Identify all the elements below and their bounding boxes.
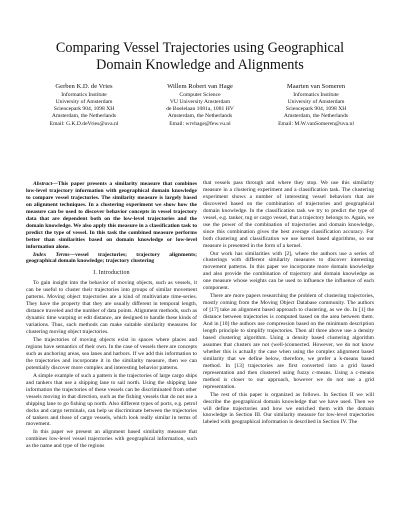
paper-title bbox=[20, 40, 380, 74]
author-dept: Computer Science bbox=[179, 91, 221, 98]
author-email: Email: wrvhage@few.vu.nl bbox=[169, 120, 231, 127]
left-column bbox=[26, 181, 197, 451]
body-paragraph: A simple example of such a pattern is the trajectories of large cargo ships and tankers that use a shipping lane to sail north. Using the shipping lane information the trajectories of these vessels can be discriminated from other vessels moving in that direction, such as the fishing vessels that do not use a shipping lane to go fishing up north. Also different types of ports, e.g. petrol docks and cargo terminals, can help us discriminate between the trajectories of tankers and those of cargo vessels, which look really similar in terms of movement. bbox=[26, 372, 197, 428]
body-paragraph: The trajectories of moving objects exist in spaces where places and regions have semantics of their own. In the case of vessels there are concepts such as anchoring areas, sea lanes and harbors. If we add this information to the trajectories and incorporate it in the similarity measure, then we can potentially discover more complex and interesting behavior patterns. bbox=[26, 337, 197, 371]
section-heading: I. Introduction bbox=[93, 270, 130, 277]
author-dept: Informatics Institute bbox=[61, 91, 107, 98]
right-column bbox=[203, 180, 374, 427]
author-addr2: Amsterdam, the Netherlands bbox=[51, 113, 117, 120]
body-paragraph: The rest of this paper is organized as follows. In Section II we will describe the geographical domain knowledge that we have used. Then we will define trajectories and how we enriched them with the domain knowledge in Section III. Our similarity measure for low-level trajectories labeled with geographical information is described in Section IV. The bbox=[203, 391, 374, 426]
abstract bbox=[26, 181, 197, 251]
author-addr2: Amsterdam, the Netherlands bbox=[283, 113, 349, 120]
author-org: University of Amsterdam bbox=[55, 98, 113, 105]
index-terms bbox=[26, 252, 197, 266]
author-addr2: Amsterdam, the Netherlands bbox=[167, 113, 233, 120]
author-org: University of Amsterdam bbox=[287, 98, 345, 105]
author-name: Willem Robert van Hage bbox=[167, 83, 233, 90]
title-line-2: Domain Knowledge and Alignments bbox=[96, 57, 304, 73]
author-1 bbox=[26, 83, 142, 128]
index-terms-label: Index Terms bbox=[33, 251, 70, 258]
author-org: VU University Amsterdam bbox=[169, 98, 231, 105]
abstract-label: Abstract bbox=[33, 181, 53, 187]
author-name: Maarten van Someren bbox=[286, 83, 346, 90]
author-addr1: Sciencepark 904, 1098 XH bbox=[53, 106, 115, 113]
index-terms-text: —vessel trajectories; trajectory alignments; geographical domain knowledge; trajectory clustering bbox=[26, 251, 197, 265]
author-addr1: de Boelelaan 1081a, 1081 HV bbox=[166, 106, 234, 113]
author-2 bbox=[142, 83, 258, 128]
body-paragraph: There are more papers researching the problem of clustering trajectories, mostly coming from the Moving Object Database community. The authors of [17] take an alignment based approach to clustering, as we do. In [1] the distance between trajectories is computed based on the area between them. And in [10] the authors use compression based on the minimum description length principle to simplify trajectories. Then all three above use a density based clustering algorithm. Using a density based clustering algorithm assumes that clusters are not (well-)connected. However, we do not know whether this is actually the case when using the complex alignment based similarity that we define below, therefore, we prefer a k-means based method. In [13] trajectories are first converted into a grid based representation and then clustered using fuzzy c-means. Using a c-means method is closer to our approach, however we do not use a grid representation. bbox=[203, 293, 374, 390]
body-paragraph: Our work has similarities with [2], where the authors use a series of clusterings with different similarity measures to discover interesting movement patterns. In this paper we incorporate more domain knowledge and also provide the combination of trajectory and domain knowledge as one measure whose weights can be used to influence the influence of each component. bbox=[203, 250, 374, 292]
author-addr1: Sciencepark 904, 1098 XH bbox=[285, 106, 347, 113]
body-paragraph: In this paper we present an alignment based similarity measure that combines low-level vessel trajectories with geographical information, such as the name and type of the regions bbox=[26, 429, 197, 450]
author-name: Gerben K.D. de Vries bbox=[55, 83, 113, 90]
body-paragraph: that vessels pass through and where they stop. We use this similarity measure in a clustering experiment and a classification task. The clustering experiment shows a number of interesting vessel behaviors that are discovered based on the combination of trajectories and geographical domain knowledge. In the classification task we try to predict the type of vessel, e.g. tanker, tug or cargo vessel, that a trajectory belongs to. Again, we use the power of the combination of trajectories and domain knowledge, since this combination gives the best average classification accuracy. For both clustering and classification we use kernel based algorithms, so our measure is presented in the form of a kernel. bbox=[203, 180, 374, 249]
abstract-text: —This paper presents a similarity measure that combines low-level trajectory information with geographical domain knowledge to compare vessel trajectories. The similarity measure is largely based on alignment techniques. In a clustering experiment we show how the measure can be used to discover behavior concepts in vessel trajectory data that are dependent both on the low-level trajectories and the domain knowledge. We also apply this measure in a classification task to predict the type of vessel. In this task the combined measure performs better than similarities based on domain knowledge or low-level information alone. bbox=[26, 181, 197, 250]
author-email: Email: M.W.vanSomeren@uva.nl bbox=[278, 120, 354, 127]
author-3 bbox=[258, 83, 374, 128]
author-dept: Informatics Institute bbox=[293, 91, 339, 98]
body-paragraph: To gain insight into the behavior of moving objects, such as vessels, it can be useful to cluster their trajectories into groups of similar movement patterns. Moving object trajectories are a kind of multivariate time-series. They have the property that they are usually different in temporal length, distance traveled and the number of data points. Alignment methods, such as dynamic time warping or edit distance, are designed to handle these kinds of variations. Thus, such methods can make suitable similarity measures for clustering moving object trajectories. bbox=[26, 280, 197, 336]
author-email: Email: G.K.D.deVries@uva.nl bbox=[49, 120, 119, 127]
title-line-1: Comparing Vessel Trajectories using Geographical bbox=[55, 40, 345, 56]
author-block bbox=[26, 83, 374, 128]
